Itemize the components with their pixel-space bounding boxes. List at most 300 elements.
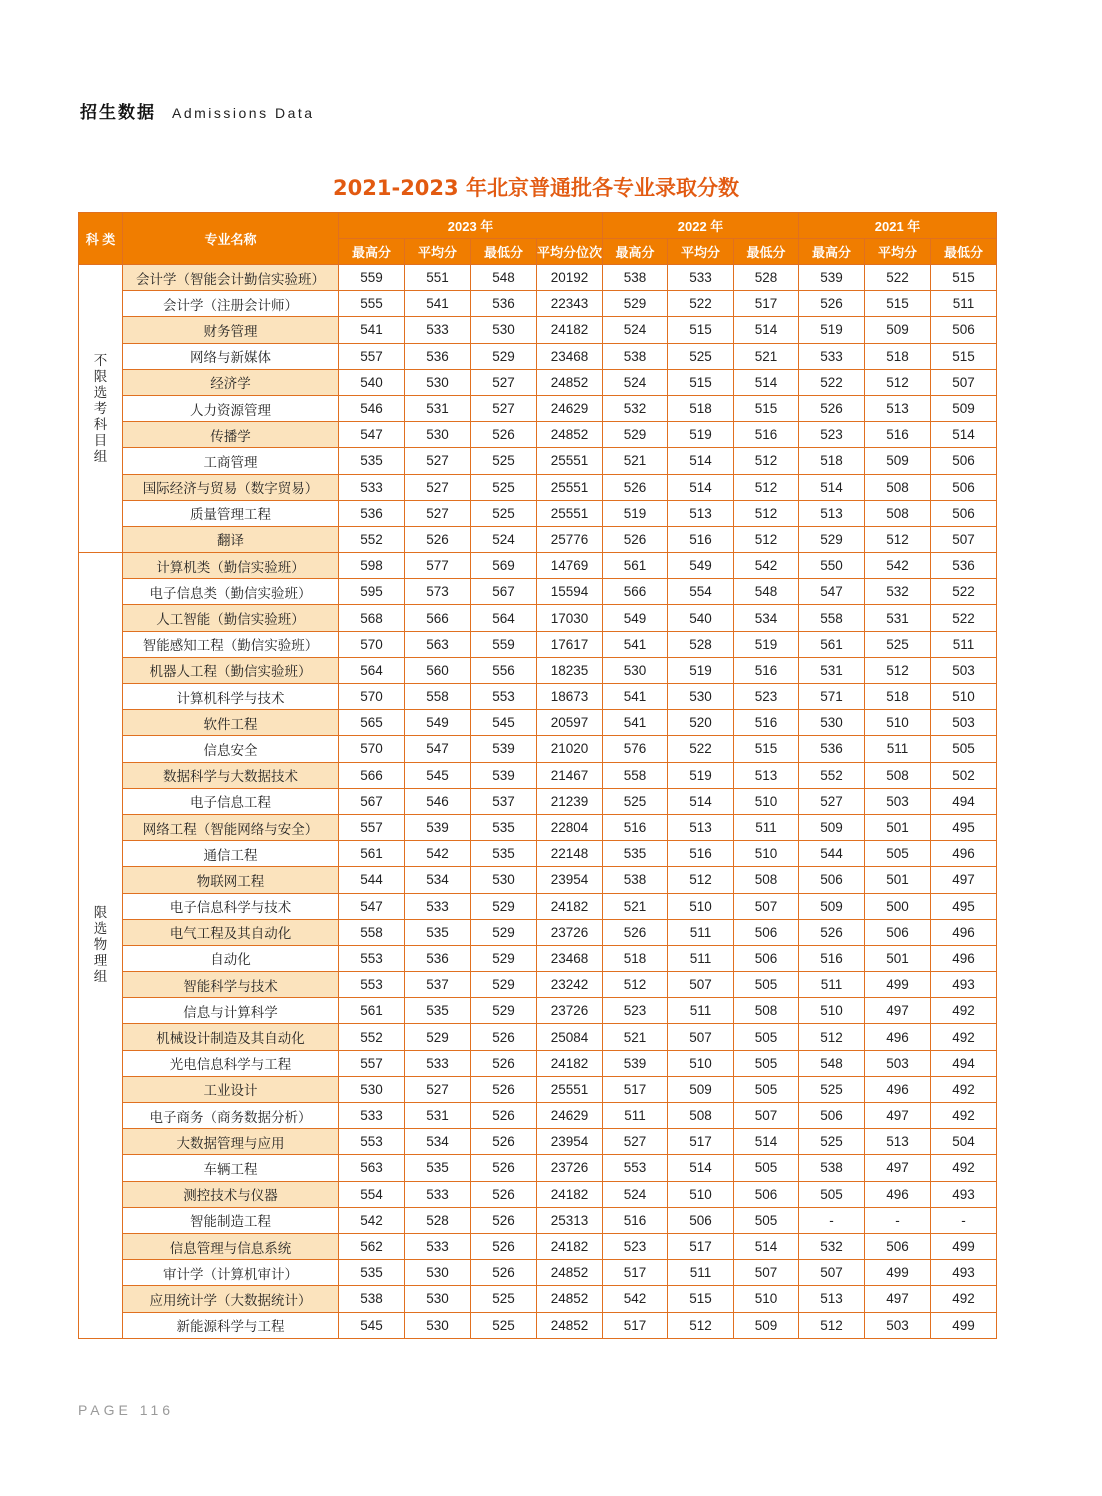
score-cell: 511 [668,998,734,1024]
score-cell: 497 [865,998,931,1024]
score-cell: 508 [865,474,931,500]
major-name-cell: 电子商务（商务数据分析） [123,1103,339,1129]
score-cell: 24182 [537,1050,603,1076]
header-year-2023: 2023 年 [339,213,603,239]
score-cell: - [865,1207,931,1233]
score-cell: 533 [405,893,471,919]
score-cell: 553 [339,972,405,998]
score-cell: 506 [865,1233,931,1259]
score-cell: 24629 [537,395,603,421]
score-cell: 505 [931,736,997,762]
score-cell: 526 [603,919,668,945]
score-cell: 18235 [537,657,603,683]
table-row [79,317,997,343]
score-cell: 506 [931,317,997,343]
score-cell: 507 [734,893,799,919]
score-cell: 526 [471,422,537,448]
score-cell: 527 [405,474,471,500]
score-cell: 515 [865,291,931,317]
score-cell: 548 [799,1050,865,1076]
score-cell: 514 [668,448,734,474]
score-cell: 531 [405,395,471,421]
score-cell: 577 [405,553,471,579]
score-cell: 510 [799,998,865,1024]
score-cell: 538 [603,867,668,893]
score-cell: 526 [471,1207,537,1233]
score-cell: 576 [603,736,668,762]
major-name-cell: 电气工程及其自动化 [123,919,339,945]
score-cell: 508 [865,762,931,788]
major-name-cell: 国际经济与贸易（数字贸易） [123,474,339,500]
score-cell: 512 [668,867,734,893]
score-cell: 541 [339,317,405,343]
score-cell: 549 [405,710,471,736]
score-cell: 24182 [537,1181,603,1207]
score-cell: 23242 [537,972,603,998]
score-cell: 24852 [537,1312,603,1338]
table-row [79,972,997,998]
score-cell: 512 [865,369,931,395]
score-cell: 494 [931,1050,997,1076]
score-cell: 507 [668,972,734,998]
score-cell: 21239 [537,788,603,814]
major-name-cell: 应用统计学（大数据统计） [123,1286,339,1312]
score-cell: 563 [405,631,471,657]
score-cell: 512 [865,657,931,683]
score-cell: 25551 [537,500,603,526]
score-cell: 516 [734,657,799,683]
score-cell: 538 [339,1286,405,1312]
major-name-cell: 计算机科学与技术 [123,684,339,710]
score-cell: 503 [931,657,997,683]
score-cell: 25313 [537,1207,603,1233]
major-name-cell: 电子信息科学与技术 [123,893,339,919]
score-cell: 509 [799,893,865,919]
score-cell: 527 [405,1076,471,1102]
score-cell: 553 [603,1155,668,1181]
score-cell: 526 [471,1181,537,1207]
score-cell: 525 [471,500,537,526]
major-name-cell: 质量管理工程 [123,500,339,526]
score-cell: 510 [734,1286,799,1312]
header-major: 专业名称 [123,213,339,265]
score-cell: 536 [931,553,997,579]
score-cell: 23726 [537,998,603,1024]
score-cell: 536 [471,291,537,317]
score-cell: 522 [931,605,997,631]
score-cell: 24182 [537,893,603,919]
score-cell: 23468 [537,945,603,971]
score-cell: 512 [734,526,799,552]
score-cell: 528 [405,1207,471,1233]
score-cell: 499 [931,1233,997,1259]
score-cell: 552 [799,762,865,788]
section-title-zh: 招生数据 [80,103,156,123]
major-name-cell: 人工智能（勤信实验班） [123,605,339,631]
table-row [79,1076,997,1102]
score-cell: 516 [603,814,668,840]
score-cell: 503 [865,1050,931,1076]
score-cell: 506 [931,500,997,526]
score-cell: 516 [603,1207,668,1233]
score-cell: 558 [603,762,668,788]
score-cell: 530 [405,1260,471,1286]
score-cell: 536 [339,500,405,526]
score-cell: 495 [931,814,997,840]
score-cell: - [931,1207,997,1233]
score-cell: 513 [668,814,734,840]
score-cell: 516 [734,710,799,736]
score-cell: 516 [668,841,734,867]
score-cell: 515 [668,317,734,343]
score-cell: 518 [603,945,668,971]
major-name-cell: 智能制造工程 [123,1207,339,1233]
score-cell: 501 [865,945,931,971]
header-category: 科 类 [79,213,123,265]
table-row [79,1024,997,1050]
score-cell: 20597 [537,710,603,736]
score-cell: 515 [931,343,997,369]
score-cell: 511 [931,291,997,317]
score-cell: 508 [865,500,931,526]
score-cell: 518 [865,684,931,710]
score-cell: 527 [799,788,865,814]
score-cell: 497 [865,1103,931,1129]
table-row [79,448,997,474]
table-row [79,553,997,579]
score-cell: 505 [734,1207,799,1233]
score-cell: 25776 [537,526,603,552]
score-cell: 507 [734,1103,799,1129]
score-cell: 529 [471,343,537,369]
score-cell: 557 [339,343,405,369]
score-cell: 508 [734,867,799,893]
score-cell: 533 [668,265,734,291]
score-cell: 510 [668,1050,734,1076]
score-cell: 563 [339,1155,405,1181]
score-cell: 538 [603,265,668,291]
score-cell: 503 [931,710,997,736]
score-cell: 558 [339,919,405,945]
score-cell: 508 [668,1103,734,1129]
major-name-cell: 翻译 [123,526,339,552]
score-cell: 522 [931,579,997,605]
score-cell: 533 [405,1050,471,1076]
table-row [79,657,997,683]
score-cell: 497 [865,1286,931,1312]
header-2023-avg: 平均分 [405,239,471,265]
score-cell: 23726 [537,1155,603,1181]
score-cell: 535 [471,841,537,867]
score-cell: 18673 [537,684,603,710]
score-cell: 25551 [537,474,603,500]
score-cell: 553 [339,1129,405,1155]
score-cell: 21020 [537,736,603,762]
major-name-cell: 人力资源管理 [123,395,339,421]
score-cell: 557 [339,814,405,840]
score-cell: 492 [931,1103,997,1129]
score-cell: 522 [865,265,931,291]
score-cell: 24629 [537,1103,603,1129]
score-cell: 527 [405,448,471,474]
score-cell: 499 [865,972,931,998]
score-cell: 564 [339,657,405,683]
major-name-cell: 通信工程 [123,841,339,867]
header-2022-avg: 平均分 [668,239,734,265]
score-cell: 504 [931,1129,997,1155]
score-cell: 499 [931,1312,997,1338]
score-cell: 507 [931,526,997,552]
score-cell: 535 [405,1155,471,1181]
section-title-en: Admissions Data [172,105,315,121]
score-cell: 541 [405,291,471,317]
score-cell: 526 [471,1076,537,1102]
score-cell: 534 [405,867,471,893]
score-cell: 530 [339,1076,405,1102]
score-cell: 529 [471,972,537,998]
score-cell: 25551 [537,448,603,474]
score-cell: 550 [799,553,865,579]
score-cell: 529 [603,422,668,448]
score-cell: 570 [339,736,405,762]
score-cell: 510 [865,710,931,736]
score-cell: 564 [471,605,537,631]
score-cell: 541 [603,631,668,657]
score-cell: 561 [339,998,405,1024]
score-cell: 530 [405,422,471,448]
major-name-cell: 大数据管理与应用 [123,1129,339,1155]
score-cell: 24182 [537,1233,603,1259]
score-cell: 573 [405,579,471,605]
score-cell: 506 [799,867,865,893]
score-cell: 22804 [537,814,603,840]
score-cell: 492 [931,1024,997,1050]
score-cell: 539 [471,736,537,762]
score-cell: 521 [603,1024,668,1050]
major-name-cell: 车辆工程 [123,1155,339,1181]
score-cell: 525 [799,1129,865,1155]
score-cell: 530 [471,867,537,893]
score-cell: 513 [865,1129,931,1155]
score-cell: 561 [339,841,405,867]
score-cell: 527 [471,395,537,421]
score-cell: 535 [603,841,668,867]
score-cell: 525 [471,448,537,474]
score-cell: 514 [734,317,799,343]
score-cell: 531 [799,657,865,683]
score-cell: 512 [668,1312,734,1338]
score-cell: 516 [734,422,799,448]
score-cell: 507 [668,1024,734,1050]
score-cell: 23726 [537,919,603,945]
score-cell: 534 [734,605,799,631]
score-cell: 526 [799,291,865,317]
score-cell: 531 [865,605,931,631]
major-name-cell: 会计学（智能会计勤信实验班） [123,265,339,291]
score-cell: 25084 [537,1024,603,1050]
score-cell: 517 [734,291,799,317]
score-cell: 512 [865,526,931,552]
score-cell: 492 [931,1286,997,1312]
score-cell: 492 [931,1155,997,1181]
score-cell: 21467 [537,762,603,788]
score-cell: 496 [931,945,997,971]
score-cell: 494 [931,788,997,814]
score-cell: 517 [668,1233,734,1259]
score-cell: 522 [668,736,734,762]
score-cell: 528 [668,631,734,657]
score-cell: 565 [339,710,405,736]
table-row [79,736,997,762]
score-cell: 24182 [537,317,603,343]
major-name-cell: 会计学（注册会计师） [123,291,339,317]
score-cell: 15594 [537,579,603,605]
score-cell: 533 [339,474,405,500]
score-cell: 519 [734,631,799,657]
score-cell: 530 [471,317,537,343]
score-cell: 529 [471,919,537,945]
score-cell: 511 [668,945,734,971]
score-cell: 509 [734,1312,799,1338]
score-cell: 506 [668,1207,734,1233]
score-cell: 526 [471,1129,537,1155]
score-cell: 509 [865,448,931,474]
score-cell: 531 [405,1103,471,1129]
score-cell: 497 [865,1155,931,1181]
score-cell: - [799,1207,865,1233]
score-cell: 546 [405,788,471,814]
score-cell: 512 [799,1312,865,1338]
score-cell: 541 [603,710,668,736]
score-cell: 526 [799,919,865,945]
score-cell: 535 [405,919,471,945]
score-cell: 547 [339,893,405,919]
major-name-cell: 电子信息工程 [123,788,339,814]
score-cell: 24852 [537,422,603,448]
score-cell: 529 [471,893,537,919]
score-cell: 530 [405,369,471,395]
score-cell: 524 [471,526,537,552]
score-cell: 512 [734,448,799,474]
score-cell: 520 [668,710,734,736]
score-cell: 496 [865,1181,931,1207]
table-row [79,762,997,788]
score-cell: 506 [931,474,997,500]
score-cell: 522 [668,291,734,317]
table-row [79,343,997,369]
major-name-cell: 财务管理 [123,317,339,343]
score-cell: 527 [471,369,537,395]
major-name-cell: 信息安全 [123,736,339,762]
score-cell: 502 [931,762,997,788]
score-cell: 535 [405,998,471,1024]
score-cell: 23954 [537,1129,603,1155]
score-cell: 567 [339,788,405,814]
score-cell: 505 [734,1076,799,1102]
score-cell: 512 [799,1024,865,1050]
score-cell: 519 [668,657,734,683]
score-cell: 514 [799,474,865,500]
header-year-2021: 2021 年 [799,213,997,239]
table-row [79,1312,997,1338]
major-name-cell: 经济学 [123,369,339,395]
score-cell: 537 [405,972,471,998]
score-cell: 506 [734,945,799,971]
table-row [79,422,997,448]
score-cell: 519 [799,317,865,343]
score-cell: 551 [405,265,471,291]
table-row [79,579,997,605]
table-row [79,500,997,526]
score-cell: 509 [865,317,931,343]
category-label: 不限选考科目组 [93,352,108,465]
table-row [79,395,997,421]
table-body [79,265,997,1339]
score-cell: 524 [603,317,668,343]
score-cell: 516 [799,945,865,971]
score-cell: 23954 [537,867,603,893]
score-cell: 17030 [537,605,603,631]
score-cell: 555 [339,291,405,317]
score-cell: 535 [339,1260,405,1286]
score-cell: 526 [471,1050,537,1076]
score-cell: 514 [734,1129,799,1155]
score-cell: 513 [865,395,931,421]
table-row [79,1129,997,1155]
major-name-cell: 计算机类（勤信实验班） [123,553,339,579]
score-cell: 526 [603,526,668,552]
score-cell: 539 [603,1050,668,1076]
score-cell: 525 [603,788,668,814]
score-cell: 526 [471,1260,537,1286]
major-name-cell: 智能科学与技术 [123,972,339,998]
section-header [80,98,315,123]
score-cell: 525 [471,1312,537,1338]
score-cell: 566 [603,579,668,605]
score-cell: 511 [799,972,865,998]
score-cell: 540 [339,369,405,395]
score-cell: 548 [471,265,537,291]
score-cell: 499 [865,1260,931,1286]
score-cell: 515 [931,265,997,291]
score-cell: 500 [865,893,931,919]
table-row [79,474,997,500]
score-cell: 512 [603,972,668,998]
score-cell: 558 [799,605,865,631]
table-row [79,1207,997,1233]
score-cell: 514 [931,422,997,448]
score-cell: 516 [668,526,734,552]
score-cell: 518 [799,448,865,474]
score-cell: 510 [668,893,734,919]
score-cell: 492 [931,1076,997,1102]
score-cell: 533 [339,1103,405,1129]
major-name-cell: 数据科学与大数据技术 [123,762,339,788]
score-cell: 510 [734,841,799,867]
score-cell: 530 [668,684,734,710]
score-cell: 558 [405,684,471,710]
score-cell: 507 [799,1260,865,1286]
score-cell: 510 [931,684,997,710]
score-cell: 525 [865,631,931,657]
score-cell: 513 [734,762,799,788]
score-cell: 535 [471,814,537,840]
table-row [79,841,997,867]
header-2021-avg: 平均分 [865,239,931,265]
admission-scores-table [78,212,997,1339]
table-row [79,1233,997,1259]
major-name-cell: 工业设计 [123,1076,339,1102]
